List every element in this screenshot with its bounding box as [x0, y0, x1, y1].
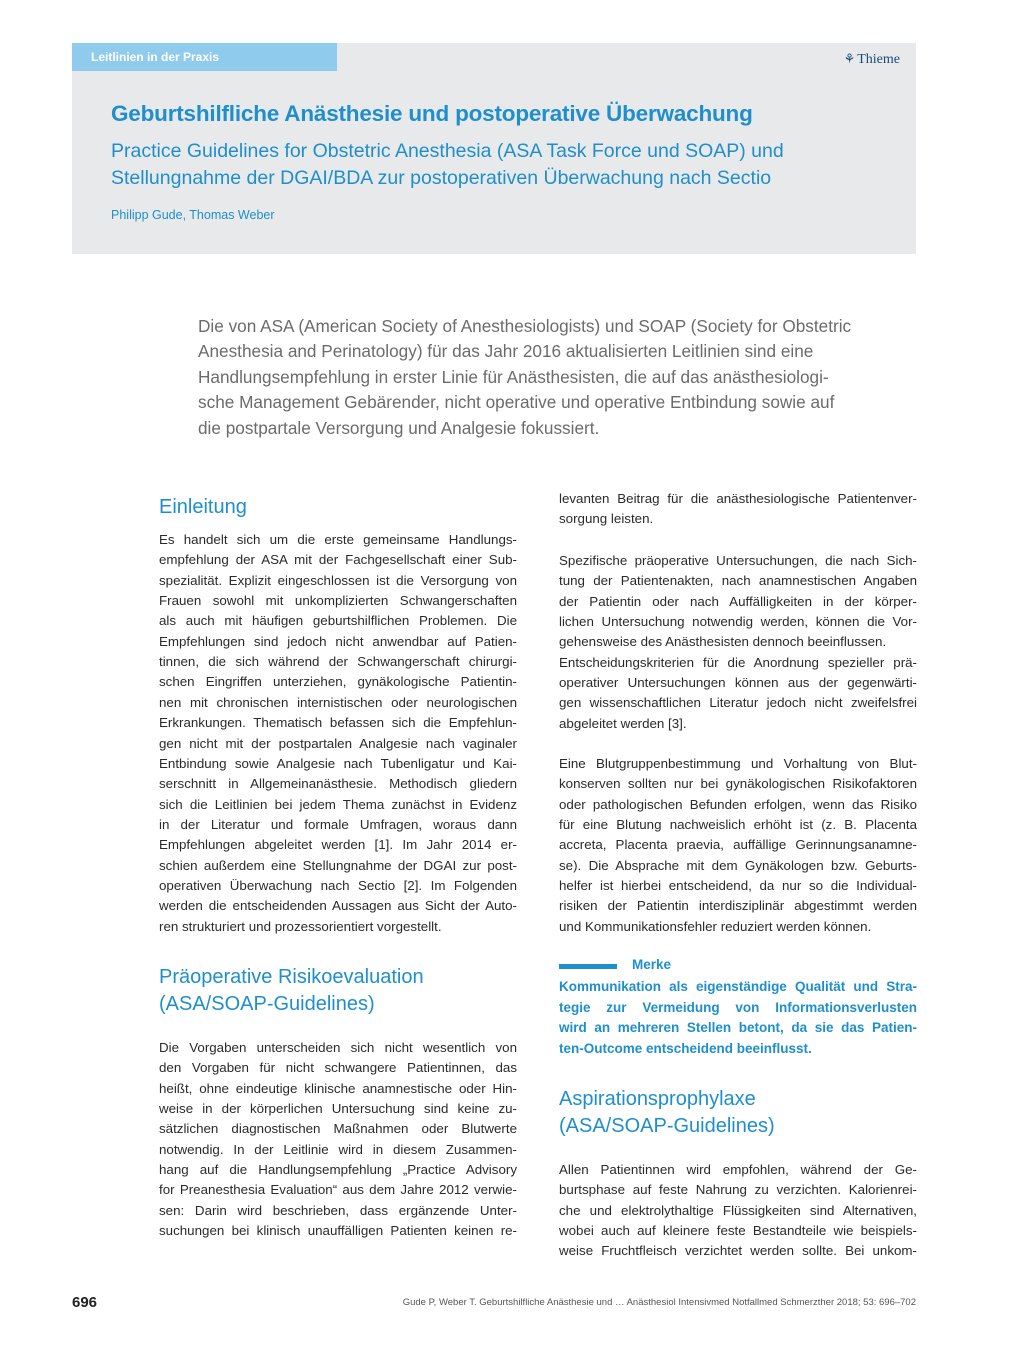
text-line: lichen Untersuchung notwendig werden, können die Vor- — [559, 614, 917, 630]
publisher-name: Thieme — [857, 52, 900, 67]
text-line: Frauen sowohl mit unkomplizierten Schwangerschaften — [159, 593, 517, 609]
text-line: accreta, Placenta praevia, auffällige Gerinnungsanamne- — [559, 837, 917, 853]
text-line: den Vorgaben für nicht schwangere Patientinnen, das — [159, 1060, 517, 1076]
text-line: oder pathologischen Befunden erfolgen, wenn das Risiko — [559, 796, 917, 812]
text-line: spezialität. Explizit eingeschlossen ist die Versorgung von — [159, 572, 517, 588]
abstract-line: Die von ASA (American Society of Anesthesiologists) und SOAP (Society for Obstetric — [198, 316, 852, 336]
text-line: Kommunikation als eigenständige Qualität und Stra- — [559, 979, 917, 994]
section-tag: Leitlinien in der Praxis — [72, 43, 337, 71]
citation: Gude P, Weber T. Geburtshilfliche Anästhesie und … Anästhesiol Intensivmed Notfallmed Schmerzther 2018; 53: 696–702 — [402, 1297, 916, 1308]
text-line: suchungen bei klinisch unauffälligen Patienten keinen re- — [159, 1223, 517, 1239]
heading-praeoperativ-1: Präoperative Risikoevaluation — [159, 966, 424, 988]
text-line: sorgung leisten. — [559, 511, 654, 527]
text-line: Allen Patientinnen wird empfohlen, während der Ge- — [559, 1162, 917, 1177]
text-line: gen wissenschaftlichen Literatur jedoch nicht zweifelsfrei — [559, 695, 917, 711]
text-line: operativer Untersuchungen können aus der gegenwärti- — [559, 675, 917, 691]
text-line: Eine Blutgruppenbestimmung und Vorhaltung von Blut- — [559, 756, 917, 771]
text-line: Die Vorgaben unterscheiden sich nicht wesentlich von — [159, 1040, 517, 1055]
text-line: empfehlung der ASA mit der Fachgesellschaft einer Sub- — [159, 552, 517, 568]
article-header — [72, 43, 916, 254]
text-line: for Preanesthesia Evaluation“ aus dem Jahre 2012 verwie- — [159, 1182, 517, 1198]
text-line: werden die entscheidenden Aussagen aus Sicht der Auto- — [159, 898, 517, 914]
text-line: che und elektrolythaltige Flüssigkeiten sind Alternativen, — [559, 1202, 917, 1218]
text-line: wobei auch auf kleinere feste Bestandteile wie beispiels- — [559, 1223, 917, 1239]
text-line: helfer ist hierbei entscheidend, da nur so die Individual- — [559, 878, 917, 894]
text-line: se). Die Absprache mit dem Gynäkologen bzw. Geburts- — [559, 857, 917, 873]
text-line: serschnitt in Allgemeinanästhesie. Methodisch gliedern — [159, 776, 517, 792]
page-number: 696 — [72, 1294, 98, 1311]
abstract — [198, 314, 898, 441]
text-line: tinnen, die sich während der Schwangerschaft chirurgi- — [159, 654, 517, 670]
merke-bar — [559, 964, 617, 969]
text-line: für eine Blutung nachweislich erhöht ist (z. B. Placenta — [559, 817, 917, 833]
abstract-line: sche Management Gebärender, nicht operative und operative Entbindung sowie auf — [198, 392, 835, 413]
text-line: Entbindung sowie Analgesie nach Tubenligatur und Kai- — [159, 755, 517, 771]
text-line: der Patientin oder nach Auffälligkeiten in der körper- — [559, 593, 917, 609]
text-line: operativen Überwachung nach Sectio [2]. Im Folgenden — [159, 877, 517, 893]
text-line: Empfehlungen sind jedoch nicht anwendbar auf Patien- — [159, 633, 517, 649]
abstract-line: Anesthesia and Perinatology) für das Jahr 2016 aktualisierten Leitlinien sind eine — [198, 341, 814, 362]
text-line: Erkrankungen. Thematisch befassen sich die Empfehlun- — [159, 715, 517, 731]
text-line: Empfehlungen abgeleitet werden [1]. Im Jahr 2014 er- — [159, 837, 517, 853]
text-line: als auch mit häufigen geburtshilflichen Problemen. Die — [159, 613, 517, 629]
text-line: nen mit chronischen internistischen oder neurologischen — [159, 694, 517, 710]
heading-aspiration-1: Aspirationsprophylaxe — [559, 1088, 756, 1110]
heading-einleitung: Einleitung — [159, 496, 247, 518]
text-line: Spezifische präoperative Untersuchungen, die nach Sich- — [559, 553, 917, 568]
text-line: weise in der körperlichen Untersuchung sind keine zu- — [159, 1101, 517, 1117]
article-title: Geburtshilfliche Anästhesie und postoperative Überwachung — [111, 101, 753, 126]
text-line: notwendig. In der Leitlinie wird in diesem Zusammen- — [159, 1141, 517, 1157]
text-line: schen Eingriffen unterziehen, gynäkologische Patientin- — [159, 674, 517, 690]
abstract-line: Handlungsempfehlung in erster Linie für Anästhesisten, die auf das anästhesiologi- — [198, 366, 829, 387]
text-line: in der Literatur und formale Umfragen, woraus dann — [159, 816, 517, 832]
text-line: abgeleitet werden [3]. — [559, 715, 687, 731]
text-line: sich die Leitlinien bei jedem Thema zunächst in Evidenz — [159, 796, 517, 812]
article-authors: Philipp Gude, Thomas Weber — [111, 208, 275, 222]
text-line: sen: Darin wird beschrieben, dass ergänzende Unter- — [159, 1202, 517, 1218]
text-line: gehensweise des Anästhesisten dennoch beeinflussen. — [559, 634, 887, 650]
text-line: ten-Outcome entscheidend beeinflusst. — [559, 1040, 812, 1056]
text-line: Entscheidungskriterien für die Anordnung spezieller prä- — [559, 654, 917, 670]
text-line: gen nicht mit der postpartalen Analgesie nach vaginaler — [159, 735, 517, 751]
heading-aspiration-2: (ASA/SOAP-Guidelines) — [559, 1115, 775, 1137]
text-line: hang auf die Handlungsempfehlung „Practice Advisory — [159, 1162, 517, 1178]
text-line: konserven sollten nur bei gynäkologischen Risikofaktoren — [559, 776, 917, 792]
text-line: Es handelt sich um die erste gemeinsame Handlungs- — [159, 532, 517, 547]
heading-praeoperativ-2: (ASA/SOAP-Guidelines) — [159, 993, 375, 1015]
thieme-crest-icon: ⚘ — [843, 51, 856, 66]
merke-label: Merke — [632, 957, 672, 972]
abstract-line: die postpartale Versorgung und Analgesie fokussiert. — [198, 417, 600, 438]
text-line: ren strukturiert und prozessorientiert vorgestellt. — [159, 918, 442, 934]
text-line: heißt, ohne eindeutige klinische anamnestische oder Hin- — [159, 1080, 517, 1096]
text-line: tung der Patientenakten, nach anamnestischen Angaben — [559, 573, 917, 589]
text-line: und Kommunikationsfehler reduziert werden können. — [559, 918, 872, 934]
text-line: schien außerdem eine Stellungnahme der DGAI zur post- — [159, 857, 517, 873]
text-line: levanten Beitrag für die anästhesiologische Patientenver- — [559, 491, 917, 506]
publisher-logo — [844, 51, 900, 68]
text-line: risiken der Patientin interdisziplinär abgestimmt werden — [559, 898, 917, 914]
text-line: weise Fruchtfleisch verzichtet werden sollte. Bei unkom- — [559, 1243, 917, 1259]
text-line: wird an mehreren Stellen betont, da sie das Patien- — [559, 1020, 917, 1035]
article-subtitle: Practice Guidelines for Obstetric Anesthesia (ASA Task Force und SOAP) und Stellungnahme der DGAI/BDA zur postoperativen Überwachung nach Sectio — [111, 140, 784, 189]
text-line: sätzlichen diagnostischen Maßnahmen oder Blutwerte — [159, 1121, 517, 1137]
text-line: tegie zur Vermeidung von Informationsverlusten — [559, 999, 917, 1015]
text-line: burtsphase auf feste Nahrung zu verzichten. Kalorienrei- — [559, 1182, 917, 1198]
